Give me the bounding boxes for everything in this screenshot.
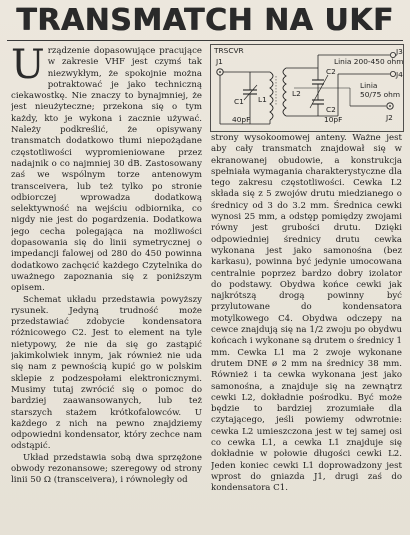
left-column — [11, 46, 202, 530]
label-c1: C1 — [234, 97, 244, 106]
label-j1: J1 — [216, 57, 223, 66]
label-c1-value: 40pF — [232, 115, 251, 124]
label-l1: L1 — [258, 95, 267, 104]
circuit-schematic — [210, 44, 404, 132]
right-column — [211, 133, 402, 531]
label-line-high: Linia 200-450 ohm — [334, 57, 404, 66]
coil-l1 — [270, 72, 273, 120]
connector-j4 — [390, 71, 395, 76]
circuit-diagram — [210, 44, 404, 132]
connector-j1-pin — [219, 71, 221, 73]
paragraph-1-text: rządzenie dopasowujące pracujące w zakresie VHF jest czymś tak niezwykłym, że spokojnie można potraktować je jako techniczną ciekawostkę. Nie znaczy to bynajmniej, że jest nieużyteczne; przekona się o tym każdy, kto je wykona i zacznie używać. Należy podkreślić, że opisywany transmatch dodatkowo tłumi niepożądane częstotliwości wypromieniowane przez nadajnik o co najmniej 30 dB. Zastosowany zaś we wspólnym torze antenowym transceivera, lub też tylko po stronie odbiorczej wprowadza dodatkową selektywność na wejściu odbiornika, co nigdy nie jest do pogardzenia. Dodatkowa jego cecha polegająca na możliwości dopasowania się do linii symetrycznej o impedancji falowej od 280 do 450 powinna dodatkowo zachęcić każdego Czytelnika do uważnego zapoznania się z poniższym opisem. — [11, 46, 202, 294]
paragraph-2: Schemat układu przedstawia powyższy rysunek. Jedyną trudność może przedstawiać zdobycie kondensatora różnicowego C2. Jest to element na tyle nietypowy, że nie da się go zastąpić jakimkolwiek innym, jak również nie uda się nam z pewnością kupić go w polskim sklepie z podzespołami elektronicznymi. Musimy tutaj zwrócić się o pomoc do bardziej zaawansowanych, lub też starszych stażem krótkofalowców. U każdego z nich na pewno znajdziemy odpowiedni kondensator, który zechce nam odstąpić. — [11, 294, 202, 452]
label-l2: L2 — [292, 89, 301, 98]
label-trscvr: TRSCVR — [214, 46, 244, 55]
paragraph-3: Układ przedstawia sobą dwa sprzężone obwody rezonansowe; szeregowy od strony linii 50 Ω (transceivera), i równoległy od — [11, 452, 202, 486]
capacitor-c1-arrow — [244, 85, 257, 100]
paragraph-intro — [11, 46, 202, 295]
label-c2-top: C2 — [326, 67, 336, 76]
label-c2-bottom: C2 — [326, 105, 336, 114]
title-rule — [7, 40, 403, 41]
label-j3: J3 — [396, 47, 403, 56]
connector-j2-pin — [389, 105, 391, 107]
coil-l2 — [283, 68, 286, 116]
article-title: TRANSMATCH NA UKF — [16, 3, 394, 38]
paragraph-4: strony wysokoomowej anteny. Ważne jest aby cały transmatch znajdował się w ekranowanej obudowie, a konstrukcja spełniała wymagania charakterystyczne dla tego zakresu częstotliwości. Cewka L2 składa się z 5 zwojów drutu miedzianego o średnicy od 3 do 3.2 mm. Średnica cewki wynosi 25 mm, a odstęp pomiędzy zwojami równy jest grubości drutu. Dzięki odpowiedniej średnicy drutu cewka wykonana jest jako samonośna (bez karkasu), powinna być jedynie umocowana centralnie poprzez bardzo dobry izolator do podstawy. Obydwa końce cewki jak najkrótszą drogą powinny być przylutowane do kondensatora motylkowego C4. Obydwa odczepy na cewce znajdują się na 1/2 zwoju po obydwu końcach i wykonane są drutem o średnicy 1 mm. Cewka L1 ma 2 zwoje wykonane drutem DNE ø 2 mm na średnicy 38 mm. Również i ta cewka wykonana jest jako samonośna, a znajduje się na zewnątrz cewki L2, dokładnie pośrodku. Być może będzie to bardziej zrozumiałe dla czytającego, jeśli powiemy odwrotnie: cewka L2 umieszczona jest w tej samej osi co cewka L1, a cewka L1 znajduje się dokładnie w połowie długości cewki L2. Jeden koniec cewki L1 doprowadzony jest wprost do gniazda J1, drugi zaś do kondensatora C1. — [211, 133, 402, 494]
label-j2: J2 — [386, 113, 393, 122]
label-j4: J4 — [396, 70, 403, 79]
dropcap: U — [11, 46, 45, 88]
label-line-low-2: 50/75 ohm — [360, 90, 401, 99]
label-c2-value: 10pF — [324, 115, 343, 124]
label-line-low-1: Linia — [360, 81, 378, 90]
